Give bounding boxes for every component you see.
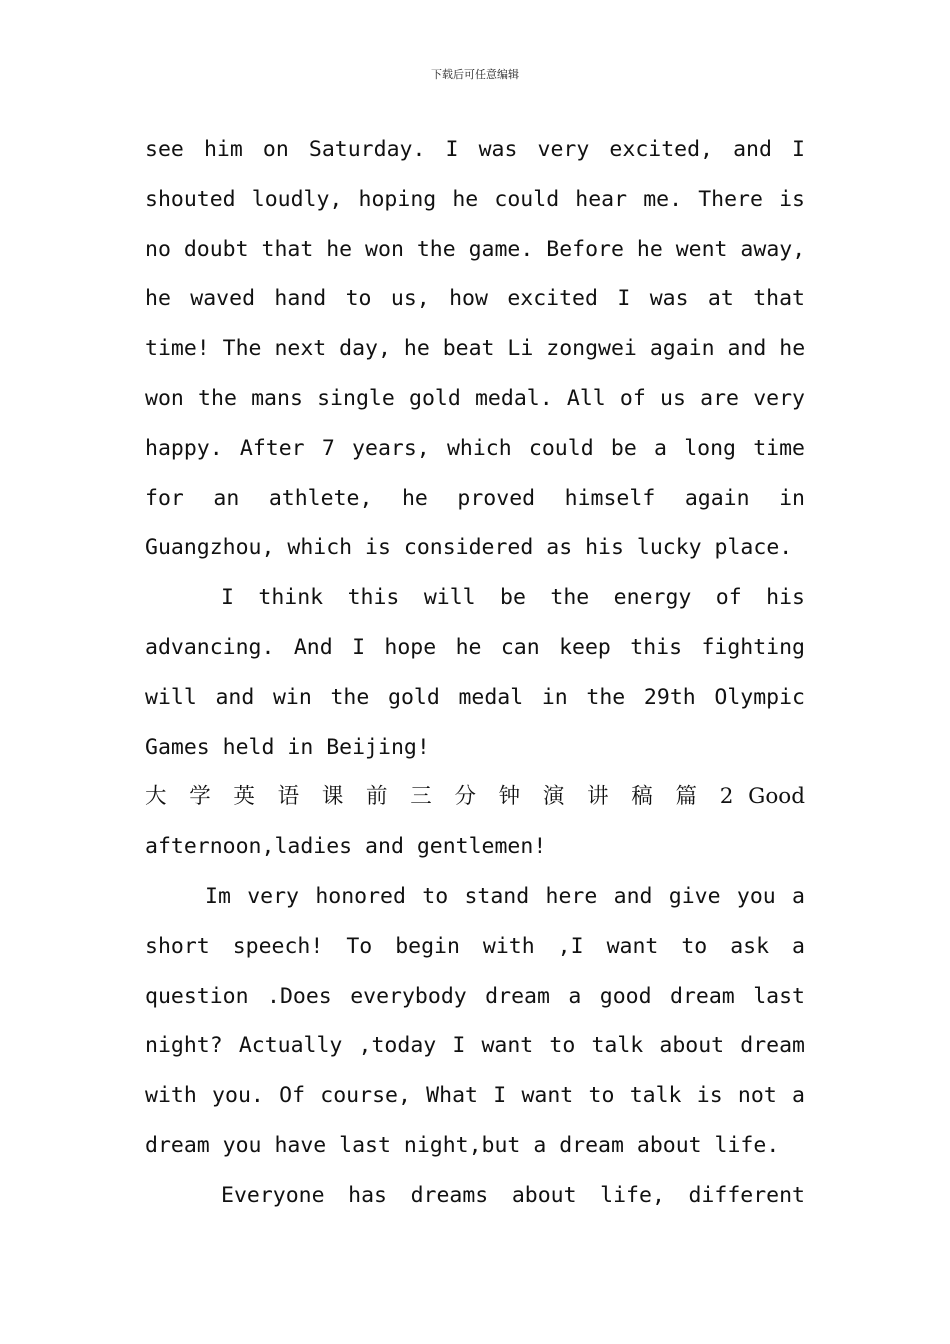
text-line: won the mans single gold medal. All of us are very <box>145 385 805 411</box>
text-line: see him on Saturday. I was very excited, and I <box>145 137 805 162</box>
text-line: no doubt that he won the game. Before he went away, <box>145 236 805 262</box>
text-line: for an athlete, he proved himself again in <box>145 485 805 511</box>
text-line: Guangzhou, which is considered as his lucky place. <box>145 535 793 561</box>
page-header: 下载后可任意编辑 <box>431 68 519 81</box>
text-line: dream you have last night,but a dream about life. <box>145 1132 780 1158</box>
paragraph-first-line: Everyone has dreams about life, different <box>221 1182 805 1208</box>
text-line: with you. Of course, What I want to talk is not a <box>145 1083 805 1109</box>
section-heading: 大 学 英 语 课 前 三 分 钟 演 讲 稿 篇 2 Good <box>145 784 805 810</box>
paragraph-first-line: Im very honored to stand here and give you a <box>205 883 805 909</box>
text-line: night? Actually ,today I want to talk about dream <box>145 1033 805 1059</box>
text-line: time! The next day, he beat Li zongwei again and he <box>145 336 805 362</box>
text-line: short speech! To begin with ,I want to ask a <box>145 933 805 959</box>
text-line: he waved hand to us, how excited I was at that <box>145 286 805 312</box>
text-line: afternoon,ladies and gentlemen! <box>145 834 547 860</box>
document-body <box>145 125 805 1221</box>
text-line: will and win the gold medal in the 29th Olympic <box>145 684 805 710</box>
paragraph-first-line: I think this will be the energy of his <box>221 585 805 611</box>
text-line: question .Does everybody dream a good dream last <box>145 983 805 1009</box>
text-line: advancing. And I hope he can keep this fighting <box>145 634 805 660</box>
text-line: happy. After 7 years, which could be a long time <box>145 435 805 461</box>
text-line: Games held in Beijing! <box>145 734 430 760</box>
text-line: shouted loudly, hoping he could hear me. There is <box>145 186 805 212</box>
